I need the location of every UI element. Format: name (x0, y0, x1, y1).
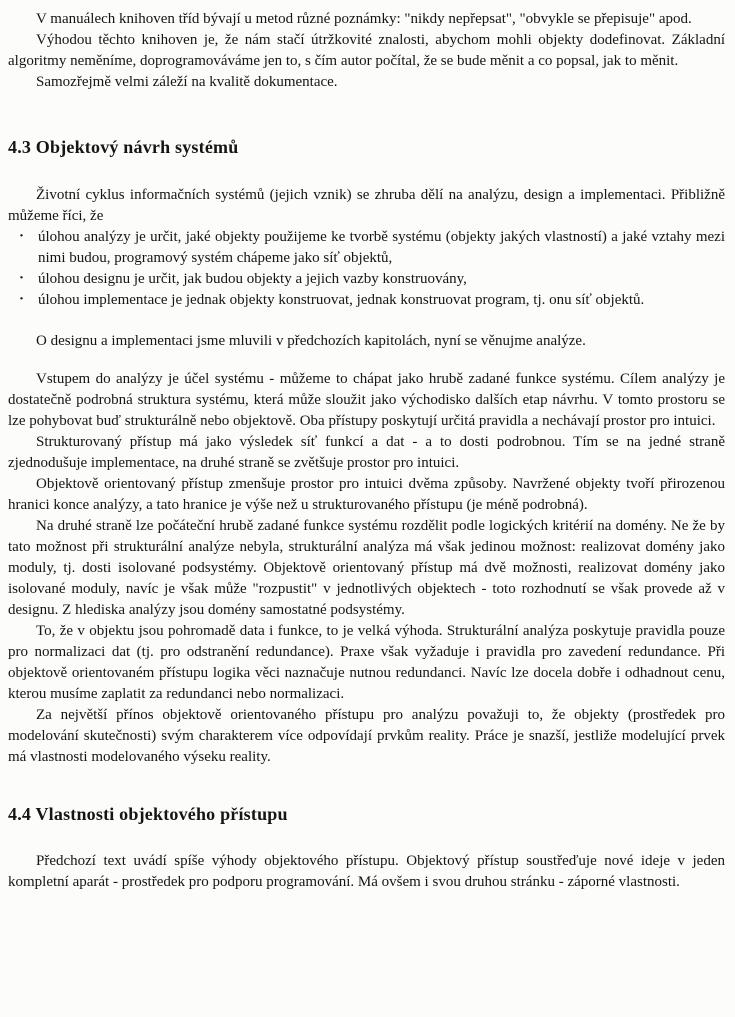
paragraph: Samozřejmě velmi záleží na kvalitě dokumentace. (36, 74, 338, 90)
paragraph: Výhodou těchto knihoven je, že nám stačí útržkovité znalosti, abychom mohli objekty dodefinovat. Základní algoritmy neměníme, doprogramováváme jen to, s čím autor počítal, že se bude měnit a co popsal, jak to měnit. (8, 32, 725, 69)
paragraph: Objektově orientovaný přístup zmenšuje prostor pro intuici dvěma způsoby. Navržené objekty tvoří přirozenou hranici konce analýzy, a tato hranice je výše než u strukturovaného přístupu (je méně podrobná). (8, 476, 725, 513)
bullet-marker: · (19, 291, 25, 307)
bullet-item (8, 227, 725, 269)
bullet-text: úlohou designu je určit, jak budou objekty a jejich vazby konstruovány, (38, 271, 467, 287)
paragraph: Za největší přínos objektově orientovaného přístupu pro analýzu považuji to, že objekty (prostředek pro modelování skutečnosti) svým charakterem více odpovídají prvkům reality. Práce je snazší, jestliže modelující prvek má vlastnosti modelovaného výseku reality. (8, 707, 725, 765)
paragraph: O designu a implementaci jsme mluvili v předchozích kapitolách, nyní se věnujme analýze. (36, 333, 586, 349)
paragraph: Předchozí text uvádí spíše výhody objektového přístupu. Objektový přístup soustřeďuje nové ideje v jeden kompletní aparát - prostředek pro podporu programování. Má ovšem i svou druhou stránku - záporné vlastnosti. (8, 853, 725, 890)
bullet-list (8, 227, 725, 311)
bullet-item (8, 269, 725, 290)
section-heading-4-4: 4.4 Vlastnosti objektového přístupu (8, 804, 288, 824)
paragraph: Strukturovaný přístup má jako výsledek síť funkcí a dat - a to dosti podrobnou. Tím se na jedné straně zjednodušuje implementace, na druhé straně se zvětšuje prostor pro intuici. (8, 434, 725, 471)
paragraph: V manuálech knihoven tříd bývají u metod různé poznámky: "nikdy nepřepsat", "obvykle se přepisuje" apod. (36, 11, 692, 27)
bullet-text: úlohou analýzy je určit, jaké objekty použijeme ke tvorbě systému (objekty jakých vlastností) a jaké vztahy mezi nimi budou, programový systém chápeme jako síť objektů, (38, 229, 725, 266)
bullet-marker: · (19, 270, 25, 286)
paragraph: To, že v objektu jsou pohromadě data i funkce, to je velká výhoda. Strukturální analýza poskytuje pravidla pouze pro normalizaci dat (tj. pro odstranění redundance). Praxe však vyžaduje i pravidla pro zavedení redundance. Při objektově orientovaném přístupu logika věci naznačuje nutnou redundanci. Navíc lze docela dobře i odhadnout cenu, kterou musíme zaplatit za redundanci nebo normalizaci. (8, 623, 725, 702)
paragraph: Životní cyklus informačních systémů (jejich vznik) se zhruba dělí na analýzu, design a implementaci. Přibližně můžeme říci, že (8, 187, 725, 224)
bullet-text: úlohou implementace je jednak objekty konstruovat, jednak konstruovat program, tj. onu síť objektů. (38, 292, 645, 308)
bullet-item (8, 290, 725, 311)
paragraph: Vstupem do analýzy je účel systému - můžeme to chápat jako hrubě zadané funkce systému. Cílem analýzy je dostatečně podrobná struktura systému, která může sloužit jako východisko dalších etap návrhu. V tomto prostoru se lze pohybovat buď strukturálně nebo objektově. Oba přístupy poskytují určitá pravidla a nechávají prostor pro intuici. (8, 371, 725, 429)
bullet-marker: · (19, 228, 25, 244)
section-heading-4-3: 4.3 Objektový návrh systémů (8, 137, 239, 157)
paragraph: Na druhé straně lze počáteční hrubě zadané funkce systému rozdělit podle logických kritérií na domény. Ne že by tato možnost při strukturální analýze nebyla, strukturální analýza má však jedinou možnost: realizovat domény jako moduly, tj. dosti isolované podsystémy. Objektově orientovaný přístup má dvě možnosti, realizovat domény jako isolované moduly, navíc je však může "rozpustit" v jednotlivých objektech - toto rozhodnutí se však provede až v designu. Z hlediska analýzy jsou domény samostatné podsystémy. (8, 518, 725, 618)
